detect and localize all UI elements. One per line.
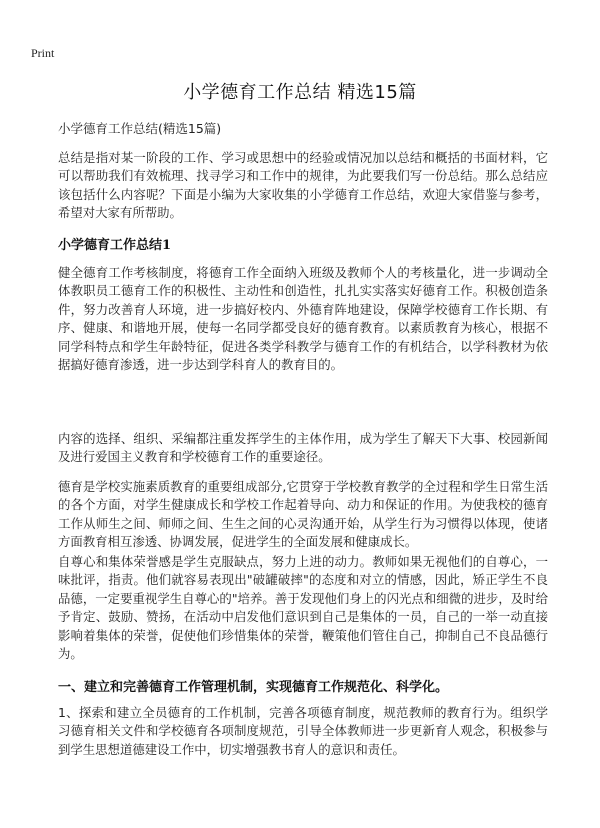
document-subtitle: 小学德育工作总结(精选15篇) [58,121,222,136]
body-paragraph-2: 内容的选择、组织、采编都注重发挥学生的主体作用，成为学生了解天下大事、校园新闻及进行爱国主义教育和学校德育工作的重要途径。 [58,431,548,465]
section-heading-1: 小学德育工作总结1 [58,238,172,253]
body-paragraph-1: 健全德育工作考核制度，将德育工作全面纳入班级及教师个人的考核量化，进一步调动全体教职员工德育工作的积极性、主动性和创造性，扎扎实实落实好德育工作。积极创造条件，努力改善育人环境，进一步搞好校内、外德育阵地建设，保障学校德育工作长期、有序、健康、和谐地开展，使每一名同学都受良好的德育教育。以素质教育为核心，根据不同学科特点和学生年龄特征，促进各类学科教学与德育工作的有机结合，以学科教材为依据搞好德育渗透，进一步达到学科育人的教育目的。 [58,265,548,373]
body-paragraph-5: 1、探索和建立全员德育的工作机制，完善各项德育制度，规范教师的教育行为。组织学习德育相关文件和学校德育各项制度规范，引导全体教师进一步更新育人观念，积极参与到学生思想道德建设工作中，切实增强教书育人的意识和责任。 [58,705,548,757]
page-title: 小学德育工作总结 精选15篇 [183,82,417,103]
print-link[interactable]: Print [31,46,55,60]
body-paragraph-4: 自尊心和集体荣誉感是学生克服缺点，努力上进的动力。教师如果无视他们的自尊心，一味批评，指责。他们就容易表现出"破罐破摔"的态度和对立的情感，因此，矫正学生不良品德，一定要重视学生自尊心的"培养。善于发现他们身上的闪光点和细微的进步，及时给予肯定、鼓励、赞扬，在活动中启发他们意识到自己是集体的一员，自己的一举一动直接影响着集体的荣誉，促使他们珍惜集体的荣誉，鞭策他们管住自己，抑制自己不良品德行为。 [58,554,548,662]
body-paragraph-3: 德育是学校实施素质教育的重要组成部分,它贯穿于学校教育教学的全过程和学生日常生活的各个方面，对学生健康成长和学校工作起着导向、动力和保证的作用。为使我校的德育工作从师生之间、师师之间、生生之间的心灵沟通开始，从学生行为习惯得以体现，使诸方面教育相互渗透、协调发展，促进学生的全面发展和健康成长。 [58,479,548,550]
intro-paragraph: 总结是指对某一阶段的工作、学习或思想中的经验或情况加以总结和概括的书面材料，它可以帮助我们有效梳理、找寻学习和工作中的规律，为此要我们写一份总结。那么总结应该包括什么内容呢？下面是小编为大家收集的小学德育工作总结，欢迎大家借鉴与参考，希望对大家有所帮助。 [58,150,548,221]
section-heading-2: 一、建立和完善德育工作管理机制，实现德育工作规范化、科学化。 [58,680,449,695]
